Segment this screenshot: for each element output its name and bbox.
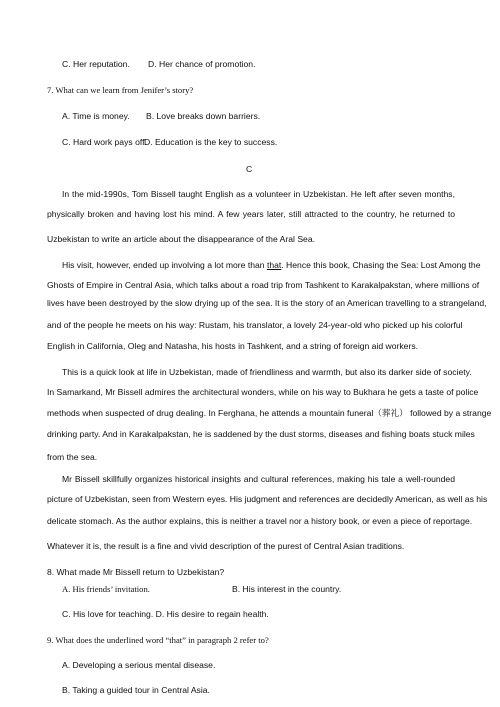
q9-option-a: A. Developing a serious mental disease. [62, 660, 216, 670]
passage-p2-line: English in California, Oleg and Natasha, his hosts in Tashkent, and a string of foreign aid workers. [47, 341, 419, 351]
passage-p4-line: delicate stomach. As the author explains, this is neither a travel nor a history book, or even a piece of reportage. [47, 516, 473, 526]
passage-p2-line: and of the people he meets on his way: Rustam, his translator, a lovely 24-year-old who picked up his colorful [47, 320, 463, 330]
q9-question: 9. What does the underlined word “that” in paragraph 2 refer to? [47, 635, 269, 645]
q7-option-c: C. Hard work pays off. [62, 137, 147, 147]
q7-option-b: B. Love breaks down barriers. [146, 111, 261, 121]
q8-option-b: B. His interest in the country. [232, 584, 342, 594]
passage-p3-line: from the sea. [47, 452, 98, 462]
passage-p3-line: In Samarkand, Mr Bissell admires the architectural wonders, while on his way to Bukhara he gets a taste of police [47, 387, 479, 397]
passage-p2-line: lives have been destroyed by the slow drying up of the sea. It is the story of an American travelling to a strangeland, [47, 298, 487, 308]
passage-p1-line: In the mid-1990s, Tom Bissell taught English as a volunteer in Uzbekistan. He left after seven months, [62, 189, 455, 199]
passage-p1-line: Uzbekistan to write an article about the disappearance of the Aral Sea. [47, 234, 316, 244]
passage-p2-line: Ghosts of Empire in Central Asia, which talks about a road trip from Tashkent to Karakalpakstan, where millions of [47, 280, 480, 290]
q8-option-a: A. His friends’ invitation. [62, 584, 150, 594]
q6-option-d: D. Her chance of promotion. [148, 59, 256, 69]
passage-text: . Hence this book, Chasing the Sea: Lost Among the [281, 260, 481, 270]
passage-p3-line: methods when suspected of drug dealing. In Ferghana, he attends a mountain funeral（葬礼） followed by a strange [47, 408, 492, 418]
passage-p4-line: picture of Uzbekistan, seen from Western eyes. His judgment and references are decidedly American, as well as his [47, 494, 488, 504]
passage-p1-line: physically broken and having lost his mind. A few years later, still attracted to the country, he returned to [47, 209, 455, 219]
section-label: C [246, 164, 253, 174]
passage-p3-line: drinking party. And in Karakalpakstan, he is saddened by the dust storms, diseases and fishing boats stuck miles [47, 429, 475, 439]
q7-option-d: D. Education is the key to success. [144, 137, 278, 147]
q8-option-cd: C. His love for teaching. D. His desire to regain health. [62, 609, 269, 619]
underlined-word-that: that [266, 260, 282, 270]
q9-option-b: B. Taking a guided tour in Central Asia. [62, 685, 210, 695]
q7-option-a: A. Time is money. [62, 111, 130, 121]
passage-text: His visit, however, ended up involving a lot more than [62, 260, 267, 270]
q8-question: 8. What made Mr Bissell return to Uzbekistan? [47, 567, 225, 577]
passage-p4-line: Whatever it is, the result is a fine and vivid description of the purest of Central Asian traditions. [47, 541, 405, 551]
q7-question: 7. What can we learn from Jenifer’s story? [47, 85, 194, 95]
passage-p4-line: Mr Bissell skillfully organizes historical insights and cultural references, making his tale a well-rounded [62, 474, 455, 484]
passage-p2-first-line [62, 259, 481, 271]
passage-p3-line: This is a quick look at life in Uzbekistan, made of friendliness and warmth, but also its darker side of society. [62, 367, 472, 377]
q6-option-c: C. Her reputation. [62, 59, 130, 69]
